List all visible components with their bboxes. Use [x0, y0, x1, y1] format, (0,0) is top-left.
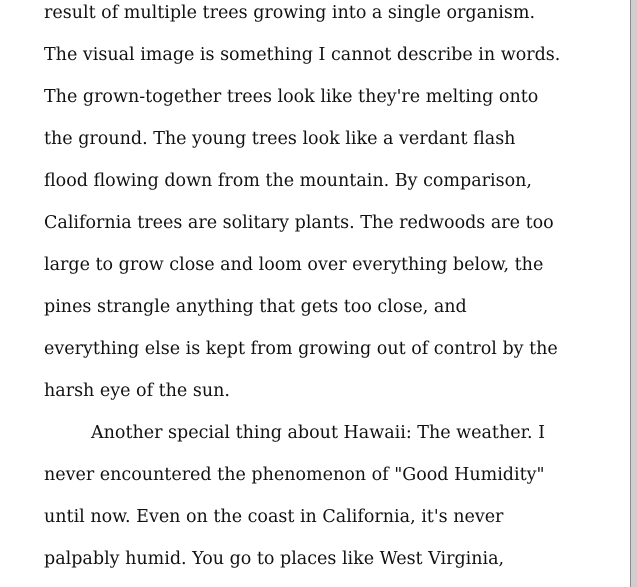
text-line: palpably humid. You go to places like West Virginia, — [44, 549, 505, 569]
text-line: large to grow close and loom over everything below, the — [44, 255, 544, 275]
text-line: The visual image is something I cannot describe in words. — [44, 45, 561, 65]
text-line: pines strangle anything that gets too close, and — [44, 297, 467, 317]
text-line: never encountered the phenomenon of "Good Humidity" — [44, 465, 545, 485]
text-line: until now. Even on the coast in California, it's never — [44, 507, 504, 527]
text-line: flood flowing down from the mountain. By comparison, — [44, 171, 532, 191]
text-line: The grown-together trees look like they're melting onto — [44, 87, 539, 107]
text-line: harsh eye of the sun. — [44, 381, 230, 401]
text-line: result of multiple trees growing into a single organism. — [44, 3, 536, 23]
text-line: the ground. The young trees look like a verdant flash — [44, 129, 516, 149]
paragraph-first-line: Another special thing about Hawaii: The weather. I — [91, 423, 546, 443]
text-line: California trees are solitary plants. The redwoods are too — [44, 213, 554, 233]
text-line: everything else is kept from growing out of control by the — [44, 339, 558, 359]
page-gutter — [631, 0, 637, 587]
document-body-text[interactable] — [44, 0, 604, 580]
